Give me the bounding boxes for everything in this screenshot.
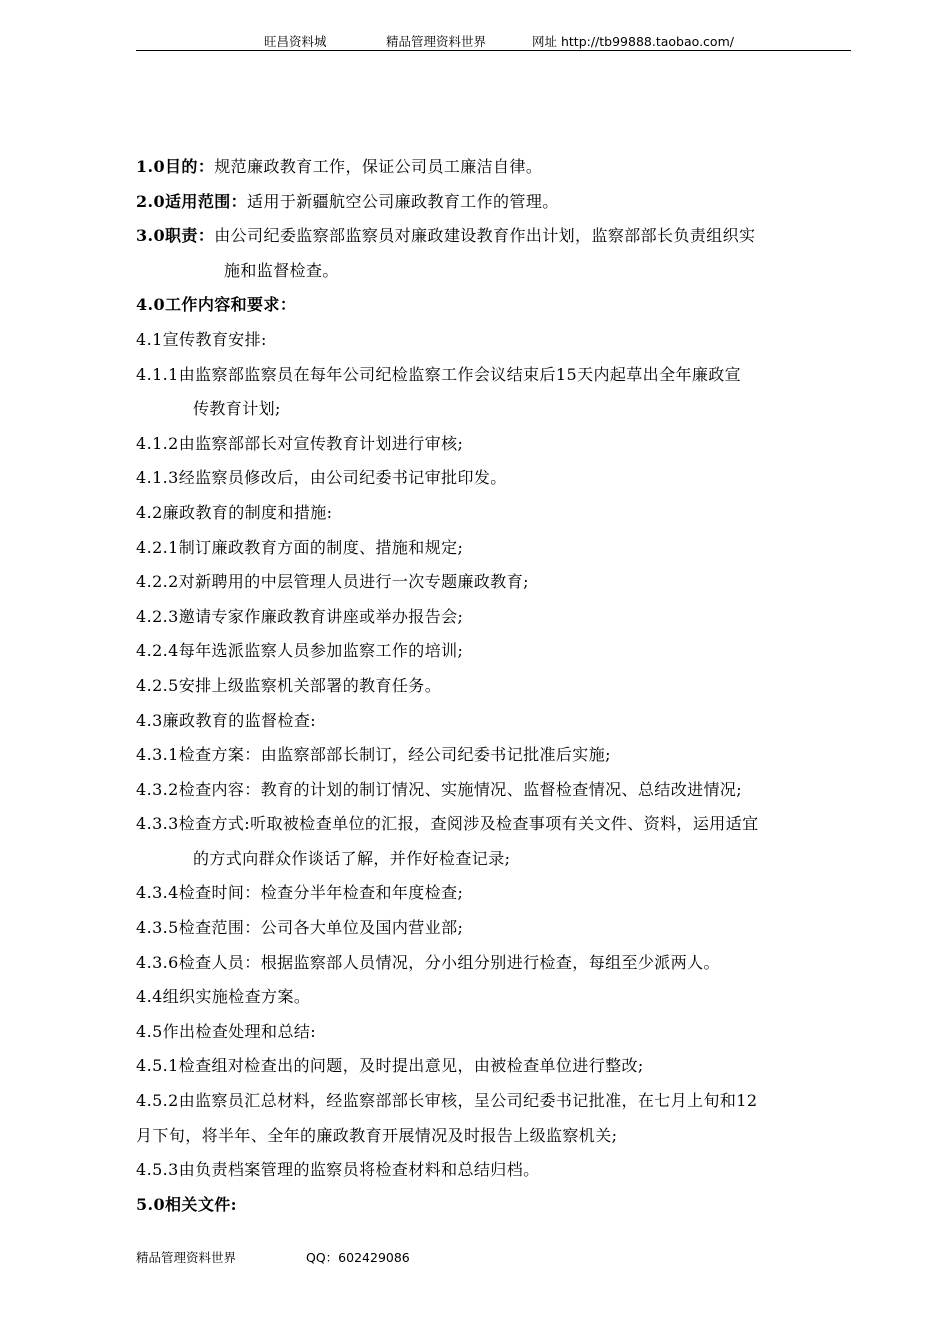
item-4-5: 4.5作出检查处理和总结:	[136, 1021, 317, 1041]
section-label: 2.0适用范围：	[136, 191, 248, 211]
item-4-3-2: 4.3.2检查内容：教育的计划的制订情况、实施情况、监督检查情况、总结改进情况;	[136, 779, 743, 799]
section-scope	[136, 185, 851, 220]
item-4-5-1: 4.5.1检查组对检查出的问题，及时提出意见，由被检查单位进行整改;	[136, 1056, 644, 1076]
item-4-2-2: 4.2.2对新聘用的中层管理人员进行一次专题廉政教育;	[136, 572, 529, 592]
section-duties	[136, 219, 851, 254]
header-center: 精品管理资料世界	[386, 34, 487, 49]
section-text: 适用于新疆航空公司廉政教育工作的管理。	[247, 191, 559, 211]
section-related-docs: 5.0相关文件:	[136, 1194, 237, 1214]
document-body	[136, 150, 851, 1222]
item-4-2: 4.2廉政教育的制度和措施:	[136, 502, 333, 522]
item-4-3-6: 4.3.6检查人员：根据监察部人员情况，分小组分别进行检查，每组至少派两人。	[136, 952, 720, 972]
section-requirements: 4.0工作内容和要求：	[136, 295, 297, 315]
item-4-2-3: 4.2.3邀请专家作廉政教育讲座或举办报告会;	[136, 606, 464, 626]
footer-qq: QQ：602429086	[306, 1250, 410, 1265]
item-4-2-5: 4.2.5安排上级监察机关部署的教育任务。	[136, 675, 442, 695]
section-text: 规范廉政教育工作，保证公司员工廉洁自律。	[214, 157, 543, 176]
item-4-2-4: 4.2.4每年选派监察人员参加监察工作的培训;	[136, 641, 464, 661]
item-4-3-3: 4.3.3检查方式:听取被检查单位的汇报，查阅涉及检查事项有关文件、资料，运用适宜	[136, 814, 759, 834]
header-left: 旺昌资料城	[264, 34, 327, 49]
item-4-3-4: 4.3.4检查时间：检查分半年检查和年度检查;	[136, 883, 464, 903]
item-4-2-1: 4.2.1制订廉政教育方面的制度、措施和规定;	[136, 537, 464, 557]
item-4-3-5: 4.3.5检查范围：公司各大单位及国内营业部;	[136, 918, 464, 938]
item-4-5-3: 4.5.3由负责档案管理的监察员将检查材料和总结归档。	[136, 1160, 540, 1180]
section-label: 1.0目的：	[136, 157, 215, 176]
item-4-1-1: 4.1.1由监察部监察员在每年公司纪检监察工作会议结束后15天内起草出全年廉政宣	[136, 364, 742, 384]
section-purpose	[136, 150, 851, 185]
item-4-1: 4.1宣传教育安排:	[136, 329, 267, 349]
item-4-1-2: 4.1.2由监察部部长对宣传教育计划进行审核;	[136, 433, 464, 453]
page-header	[136, 32, 851, 51]
item-4-3-1: 4.3.1检查方案：由监察部部长制订，经公司纪委书记批准后实施;	[136, 745, 611, 765]
item-4-3: 4.3廉政教育的监督检查:	[136, 710, 317, 730]
item-4-5-2-cont: 月下旬，将半年、全年的廉政教育开展情况及时报告上级监察机关;	[136, 1125, 618, 1145]
section-label: 3.0职责：	[136, 226, 215, 246]
item-4-3-3-cont: 的方式向群众作谈话了解，并作好检查记录;	[193, 848, 511, 868]
item-4-4: 4.4组织实施检查方案。	[136, 987, 311, 1007]
header-url: 网址 http://tb99888.taobao.com/	[532, 34, 734, 49]
item-4-5-2: 4.5.2由监察员汇总材料，经监察部部长审核，呈公司纪委书记批准，在七月上旬和12	[136, 1091, 758, 1111]
section-duties-cont: 施和监督检查。	[224, 260, 339, 280]
item-4-1-3: 4.1.3经监察员修改后，由公司纪委书记审批印发。	[136, 468, 507, 488]
footer-left: 精品管理资料世界	[136, 1250, 237, 1265]
item-4-1-1-cont: 传教育计划;	[193, 399, 281, 419]
section-text: 由公司纪委监察部监察员对廉政建设教育作出计划，监察部部长负责组织实	[214, 226, 756, 246]
